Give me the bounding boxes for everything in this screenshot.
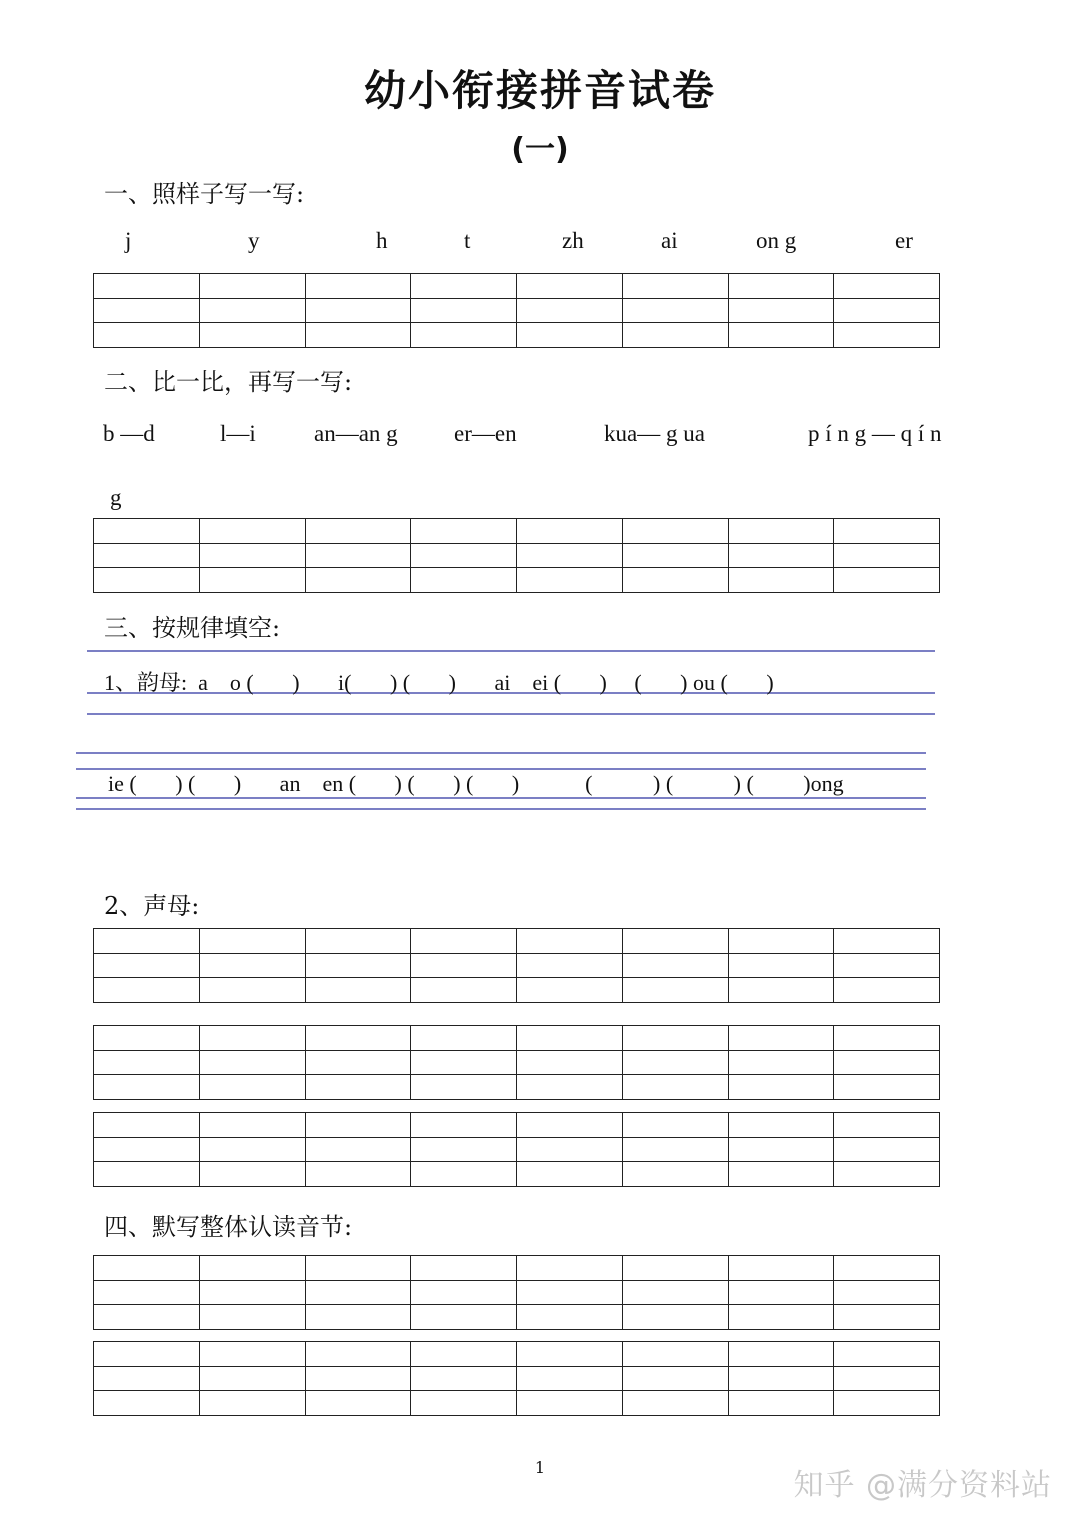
guide-line	[87, 650, 935, 652]
writing-grid-1[interactable]	[93, 273, 940, 348]
section1-heading: 一、照样子写一写:	[104, 180, 305, 208]
letter-2: y	[248, 228, 260, 253]
writing-grid-4[interactable]	[93, 1025, 940, 1100]
letter-4: t	[464, 228, 471, 253]
pair-6: p í n g — q í n	[808, 421, 942, 446]
pair-1: b —d	[103, 421, 155, 446]
guide-line	[76, 808, 926, 810]
page-title: 幼小衔接拼音试卷	[363, 66, 716, 115]
letter-1: j	[125, 228, 132, 253]
section2-heading: 二、比一比，再写一写:	[104, 368, 353, 396]
writing-grid-3[interactable]	[93, 928, 940, 1003]
pair-3: an—an g	[314, 421, 398, 446]
writing-grid-5[interactable]	[93, 1112, 940, 1187]
section3-heading: 三、按规律填空:	[104, 614, 281, 642]
guide-line	[87, 713, 935, 715]
writing-grid-7[interactable]	[93, 1341, 940, 1416]
guide-line	[76, 752, 926, 754]
section4-heading: 四、默写整体认读音节:	[104, 1213, 353, 1241]
letter-8: er	[895, 228, 913, 253]
writing-grid-2[interactable]	[93, 518, 940, 593]
initials-heading: 2、声母:	[104, 892, 200, 920]
letter-6: ai	[661, 228, 678, 253]
watermark: 知乎 @满分资料站	[793, 1468, 1052, 1503]
pair-6-wrap: g	[110, 485, 122, 510]
finals-line-2: ie ( ) ( ) an en ( ) ( ) ( ) ( ) ( ) ( )ong	[108, 771, 844, 796]
writing-grid-6[interactable]	[93, 1255, 940, 1330]
guide-line	[76, 797, 926, 799]
pair-2: l—i	[220, 421, 256, 446]
finals-line-1: 1、韵母: a o ( ) i( ) ( ) ai ei ( ) ( ) ou ( )	[104, 670, 774, 695]
guide-line	[76, 768, 926, 770]
letter-3: h	[376, 228, 388, 253]
letter-5: zh	[562, 228, 584, 253]
pair-5: kua— g ua	[604, 421, 705, 446]
letter-7: on g	[756, 228, 797, 253]
page-number: 1	[534, 1458, 546, 1477]
page-subtitle: (一)	[511, 132, 569, 167]
pair-4: er—en	[454, 421, 517, 446]
